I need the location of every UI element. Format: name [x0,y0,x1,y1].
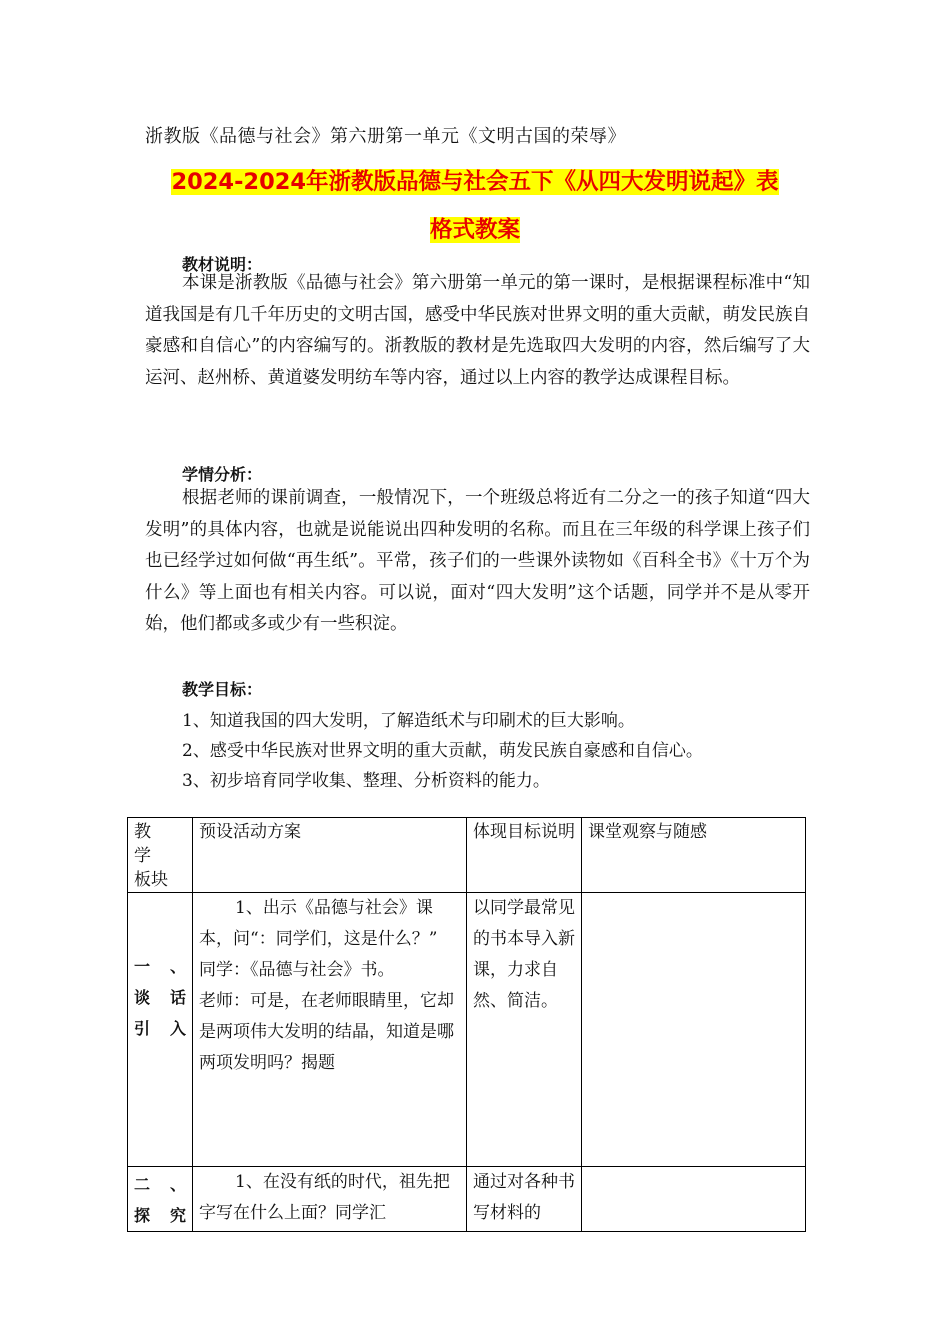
block-cell: 二 、 探 究 [128,1167,193,1232]
lesson-plan-table [127,817,806,1232]
goal-item-1: 1、知道我国的四大发明，了解造纸术与印刷术的巨大影响。 [182,711,635,731]
header-activity: 预设活动方案 [193,818,467,893]
material-text: 本课是浙教版《品德与社会》第六册第一单元的第一课时，是根据课程标准中“知道我国是有几千年历史的文明古国，感受中华民族对世界文明的重大贡献，萌发民族自豪感和自信心”的内容编写的。浙教版的教材是先选取四大发明的内容，然后编写了大运河、赵州桥、黄道婆发明纺车等内容，通过以上内容的教学达成课程目标。 [145,273,810,388]
material-heading: 教材说明： [182,255,263,274]
header-notes: 课堂观察与随感 [582,818,806,893]
table-row [128,893,806,1167]
table-row [128,1167,806,1232]
goals-heading: 教学目标： [182,680,263,699]
notes-cell [582,1167,806,1232]
goal-item-2: 2、感受中华民族对世界文明的重大贡献，萌发民族自豪感和自信心。 [182,741,703,761]
activity-cell: 1、出示《品德与社会》课本，问“：同学们，这是什么？” 同学：《品德与社会》书。 老师：可是，在老师眼睛里，它却是两项伟大发明的结晶，知道是哪两项发明吗？揭题 [193,893,467,1167]
header-block: 教 学 板块 [128,818,193,893]
document-title [140,158,810,254]
block-cell: 一 、 谈 话 引入 [128,893,193,1167]
notes-cell [582,893,806,1167]
purpose-cell: 以同学最常见的书本导入新课，力求自然、简洁。 [467,893,582,1167]
header-purpose: 体现目标说明 [467,818,582,893]
table-header-row [128,818,806,893]
purpose-cell: 通过对各种书写材料的 [467,1167,582,1232]
document-subtitle: 浙教版《品德与社会》第六册第一单元《文明古国的荣辱》 [145,126,626,147]
title-line-1: 2024-2024年浙教版品德与社会五下《从四大发明说起》表 [171,169,779,195]
learner-text: 根据老师的课前调查，一般情况下，一个班级总将近有二分之一的孩子知道“四大发明”的具体内容，也就是说能说出四种发明的名称。而且在三年级的科学课上孩子们也已经学过如何做“再生纸”。平常，孩子们的一些课外读物如《百科全书》《十万个为什么》等上面也有相关内容。可以说，面对“四大发明”这个话题，同学并不是从零开始，他们都或多或少有一些积淀。 [145,488,810,634]
activity-cell: 1、在没有纸的时代，祖先把字写在什么上面？同学汇 [193,1167,467,1232]
learner-heading: 学情分析： [182,465,263,484]
title-line-2: 格式教案 [429,217,520,243]
goal-item-3: 3、初步培育同学收集、整理、分析资料的能力。 [182,771,550,791]
